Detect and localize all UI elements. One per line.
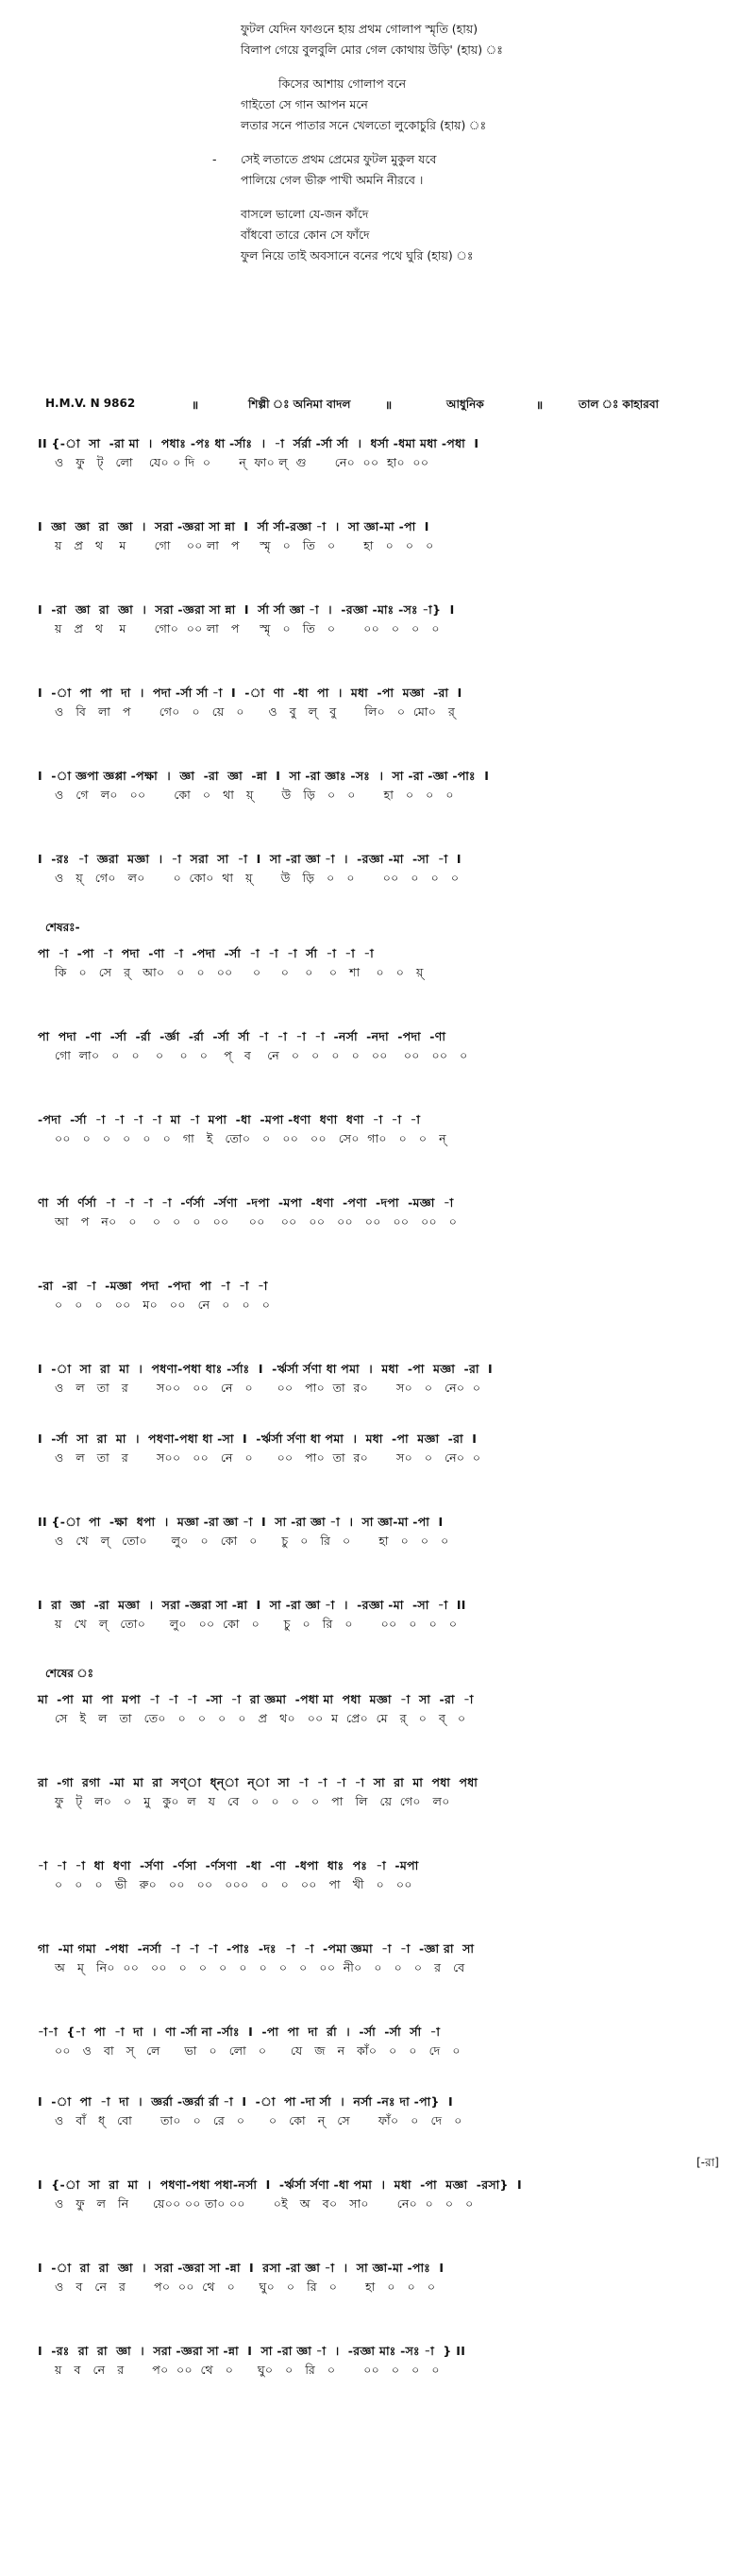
notation-block [38,1027,727,1065]
notation-block [38,2156,727,2213]
stanza-3 [212,149,713,191]
swara-line: রা -গা রগা -মা মা রা সণ্া ধ্ন্া ন্া সা -া -া -া -া সা রা মা পধা পধা [38,1775,478,1789]
swara-line: -া-া {-া পা -া দা । ণা -র্সা না -র্সাঃ I -পা পা দা র্রা । -র্সা -র্সা র্সা -া [38,2025,441,2039]
notation-sheet [38,434,727,2425]
lyric-syllables: ও ফু ল নি য়ে০০ ০০ তা০ ০০ ০ই অ ব০ সা০ নে০ ০ ০ ০ [55,2196,474,2211]
record-info [45,397,725,417]
swara-line: I -রঃ রা রা জ্ঞা । সরা -জ্ঞরা সা -ন্না I সা -রা জ্ঞা -া । -রজ্ঞা মাঃ -সঃ -া } II [38,2344,466,2358]
lyric-syllables: ০০ ও বা স্ লে ভা ০ লো ০ যে জ ন কাঁ০ ০ ০ দে ০ [55,2043,461,2058]
swara-line: I -া পা পা দা । পদা -র্সা র্সা -া I -া ণা -ধা পা । মধা -পা মজ্ঞা -রা I [38,686,462,700]
notation-block [38,1194,727,1231]
section-label: শেষরঃ- [45,921,80,934]
swara-line: মা -পা মা পা মপা -া -া -া -সা -া রা জ্ঞমা -পধা মা পধা মজ্ঞা -া সা -রা -া [38,1692,474,1706]
taal: তাল ঃ কাহারবা [579,398,659,411]
notation-block [38,2259,727,2296]
lyric-syllables: ও খে ল্ তো০ লু০ ০ কো ০ চু ০ রি ০ হা ০ ০ ০ [55,1534,449,1548]
notation-block [38,1856,727,1894]
stanza-dash: - [212,152,217,166]
notation-block [38,1690,727,1728]
lyric-syllables: য় প্র থ ম গো০ ০০ লা প স্মৃ ০ তি ০ ০০ ০ ০ ০ [55,621,440,636]
swara-line: -পদা -র্সা -া -া -া -া মা -া মপা -ধা -মপা -ধণা ধণা ধণা -া -া -া [38,1112,421,1127]
lyric-syllables: কি ০ সে র্ আ০ ০ ০ ০০ ০ ০ ০ ০ শা ০ ০ য়্ [55,965,424,979]
stanza-1 [241,19,713,60]
alternate-note: [-রা] [696,2156,719,2169]
notation-block [38,1430,727,1467]
separator: ॥ [536,398,544,412]
notation-block [38,1940,727,1977]
genre: আধুনিক [446,398,484,411]
lyric-syllables: আ প ন০ ০ ০ ০ ০ ০০ ০০ ০০ ০০ ০০ ০০ ০০ ০০ ০ [55,1214,458,1229]
swara-line: পা -া -পা -া পদা -ণা -া -পদা -র্সা -া -া -া র্সা -া -া -া [38,946,375,960]
lyric-line: গাইতো সে গান আপন মনে [241,97,368,111]
swara-line: I -র্সা সা রা মা । পধণা-পধা ধা -সা I -র্ঋর্সা র্সণা ধা পমা । মধা -পা মজ্ঞা -রা I [38,1432,478,1446]
lyric-syllables: ও য়্ গে০ ল০ ০ কো০ থা য়্ উ ড়ি ০ ০ ০০ ০ ০ ০ [55,871,460,885]
lyric-syllables: ও বি লা প গে০ ০ য়ে ০ ও বু ল্ বু লি০ ০ মো০ র্ [55,704,456,719]
separator: ॥ [192,398,199,412]
swara-line: I রা জ্ঞা -রা মজ্ঞা । সরা -জ্ঞরা সা -ন্না I সা -রা জ্ঞা -া । -রজ্ঞা -মা -সা -া II [38,1598,466,1612]
record-number: H.M.V. N 9862 [45,397,136,410]
notation-block [38,944,727,982]
swara-line: I -া সা রা মা । পধণা-পধা ধাঃ -র্সাঃ I -র্ঋর্সা র্সণা ধা পমা । মধা -পা মজ্ঞা -রা I [38,1362,493,1376]
swara-line: I -া জ্ঞপা জ্ঞপ্পা -পক্ষা । জ্ঞা -রা জ্ঞা -ন্না I সা -রা জ্ঞাঃ -সঃ । সা -রা -জ্ঞা -পাঃ I [38,769,490,783]
swara-line: ণা র্সা র্ণর্সা -া -া -া -া -র্ণর্সা -র্সণা -দপা -মপা -ধণা -পণা -দপা -মজ্ঞা -া [38,1195,454,1210]
lyric-line: বাসলে ভালো যে-জন কাঁদে [241,207,369,221]
stanza-2 [241,74,713,94]
separator: ॥ [385,398,393,412]
notation-block [38,517,727,555]
lyric-syllables: ও ল তা র স০০ ০০ নে ০ ০০ পা০ তা র০ স০ ০ নে০ ০ [55,1450,481,1465]
lyric-syllables: য় প্র থ ম গো ০০ লা প স্মৃ ০ তি ০ হা ০ ০ ০ [55,538,434,552]
lyric-line: বিলাপ গেয়ে বুলবুলি মোর গেল কোথায় উড়ি' (হায়) ঃ [241,42,503,57]
song-lyrics [212,19,713,280]
notation-block [38,2342,727,2380]
notation-block [38,1513,727,1551]
swara-line: I -া রা রা জ্ঞা । সরা -জ্ঞরা সা -ন্না I রসা -রা জ্ঞা -া । সা জ্ঞা-মা -পাঃ I [38,2261,445,2275]
lyric-syllables: ০০ ০ ০ ০ ০ ০ গা ই তো০ ০ ০০ ০০ সে০ গা০ ০ ০ ন্ [55,1131,446,1145]
lyric-syllables: ০ ০ ০ ভী রু০ ০০ ০০ ০০০ ০ ০ ০০ পা খী ০ ০০ [55,1877,412,1891]
swara-line: I -া পা -া দা । জ্ঞর্রা -জ্ঞর্রা র্রা -া I -া পা -দা র্সা । নর্সা -নঃ দা -পা} I [38,2094,453,2109]
lyric-syllables: ও ব নে র প০ ০০ থে ০ ঘু০ ০ রি ০ হা ০ ০ ০ [55,2279,436,2294]
swara-line: II {-া সা -রা মা । পধাঃ -পঃ ধা -র্সাঃ । -া র্সর্রা -র্সা র্সা । ধর্সা -ধমা মধা -পধা I [38,436,479,450]
notation-block [38,434,727,472]
swara-line: পা পদা -ণা -র্সা -র্রা -র্জ্ঞা -র্রা -র্সা র্সা -া -া -া -া -নর্সা -নদা -পদা -ণা [38,1029,446,1043]
section-label: শেষের ঃ [45,1667,93,1680]
notation-block [38,1277,727,1314]
stanza-4 [241,204,713,266]
lyric-syllables: ফু ট্ ল০ ০ মু কু০ ল য বে ০ ০ ০ ০ পা লি য়ে গে০ ল০ [55,1794,450,1808]
lyric-line: বাঁধবো তারে কোন সে ফাঁদে [241,228,370,242]
swara-line: গা -মা গমা -পধা -নর্সা -া -া -া -পাঃ -দঃ -া -া -পমা জ্ঞমা -া -া -জ্ঞা রা সা [38,1941,475,1956]
notation-block [38,1360,727,1398]
lyric-syllables: ও ফু ট্ লো যে০ ০ দি ০ ন্ ফা০ ল্ গু নে০ ০০ হা০ ০০ [55,455,429,469]
notation-block [38,2093,727,2130]
lyric-line: কিসের আশায় গোলাপ বনে [278,76,407,91]
swara-line: II {-া পা -ক্ষা ধপা । মজ্ঞা -রা জ্ঞা -া I সা -রা জ্ঞা -া । সা জ্ঞা-মা -পা I [38,1515,444,1529]
lyric-syllables: য় ব নে র প০ ০০ থে ০ ঘু০ ০ রি ০ ০০ ০ ০ ০ [55,2363,440,2377]
notation-block [38,850,727,888]
notation-block [38,767,727,805]
swara-line: -রা -রা -া -মজ্ঞা পদা -পদা পা -া -া -া [38,1279,268,1293]
lyric-line: লতার সনে পাতার সনে খেলতো লুকোচুরি (হায়) ঃ [241,118,487,132]
lyric-line: সেই লতাতে প্রথম প্রেমের ফুটল মুকুল যবে [241,152,437,166]
notation-block [38,684,727,721]
lyric-syllables: গো লা০ ০ ০ ০ ০ ০ প্ ব নে ০ ০ ০ ০ ০০ ০০ ০০ ০ [55,1048,468,1062]
notation-block [38,601,727,638]
swara-line: I -রঃ -া জ্ঞরা মজ্ঞা । -া সরা সা -া I সা -রা জ্ঞা -া । -রজ্ঞা -মা -সা -া I [38,852,461,866]
notation-block [38,1596,727,1634]
lyric-syllables: অ ম্ নি০ ০০ ০০ ০ ০ ০ ০ ০ ০ ০ ০০ নী০ ০ ০ ০ র বে [55,1960,465,1974]
lyric-line: ফুল নিয়ে তাই অবসানে বনের পথে ঘুরি (হায়) ঃ [241,248,474,263]
lyric-syllables: ও ল তা র স০০ ০০ নে ০ ০০ পা০ তা র০ স০ ০ নে০ ০ [55,1381,481,1395]
artist: শিল্পী ঃ অনিমা বাদল [248,398,351,411]
lyric-line: ফুটল যেদিন ফাগুনে হায় প্রথম গোলাপ স্মৃতি (হায়) [241,22,478,36]
lyric-syllables: ও গে ল০ ০০ কো ০ থা য়্ উ ড়ি ০ ০ হা ০ ০ ০ [55,788,454,802]
notation-block [38,1773,727,1811]
swara-line: I {-া সা রা মা । পধণা-পধা পধা-নর্সা I -র্ঋর্সা র্সণা -ধা পমা । মধা -পা মজ্ঞা -রসা} I [38,2178,523,2192]
notation-block [38,1110,727,1148]
lyric-syllables: ০ ০ ০ ০০ ম০ ০০ নে ০ ০ ০ [55,1297,271,1312]
stanza-2-cont [241,94,713,136]
lyric-syllables: য় খে ল্ তো০ লু০ ০০ কো ০ চু ০ রি ০ ০০ ০ ০ ০ [55,1617,458,1631]
lyric-syllables: ও বাঁ ধ্ বো তা০ ০ রে ০ ০ কো ন্ সে ফাঁ০ ০ দে ০ [55,2113,462,2127]
lyric-syllables: সে ই ল তা তে০ ০ ০ ০ ০ প্র থ০ ০০ ম প্রে০ মে র্ ০ ব্ ০ [55,1711,466,1725]
swara-line: I জ্ঞা জ্ঞা রা জ্ঞা । সরা -জ্ঞরা সা ন্না I র্সা র্সা-রজ্ঞা -া । সা জ্ঞা-মা -পা I [38,519,429,534]
swara-line: I -রা জ্ঞা রা জ্ঞা । সরা -জ্ঞরা সা ন্না I র্সা র্সা জ্ঞা -া । -রজ্ঞা -মাঃ -সঃ -া} I [38,602,455,617]
lyric-line: পালিয়ে গেল ভীরু পাখী অমনি নীরবে । [241,173,424,187]
swara-line: -া -া -া ধা ধণা -র্সণা -র্ণসা -র্ণসণা -ধা -ণা -ধপা ধাঃ পঃ -া -মপা [38,1858,419,1873]
notation-block [38,2023,727,2060]
